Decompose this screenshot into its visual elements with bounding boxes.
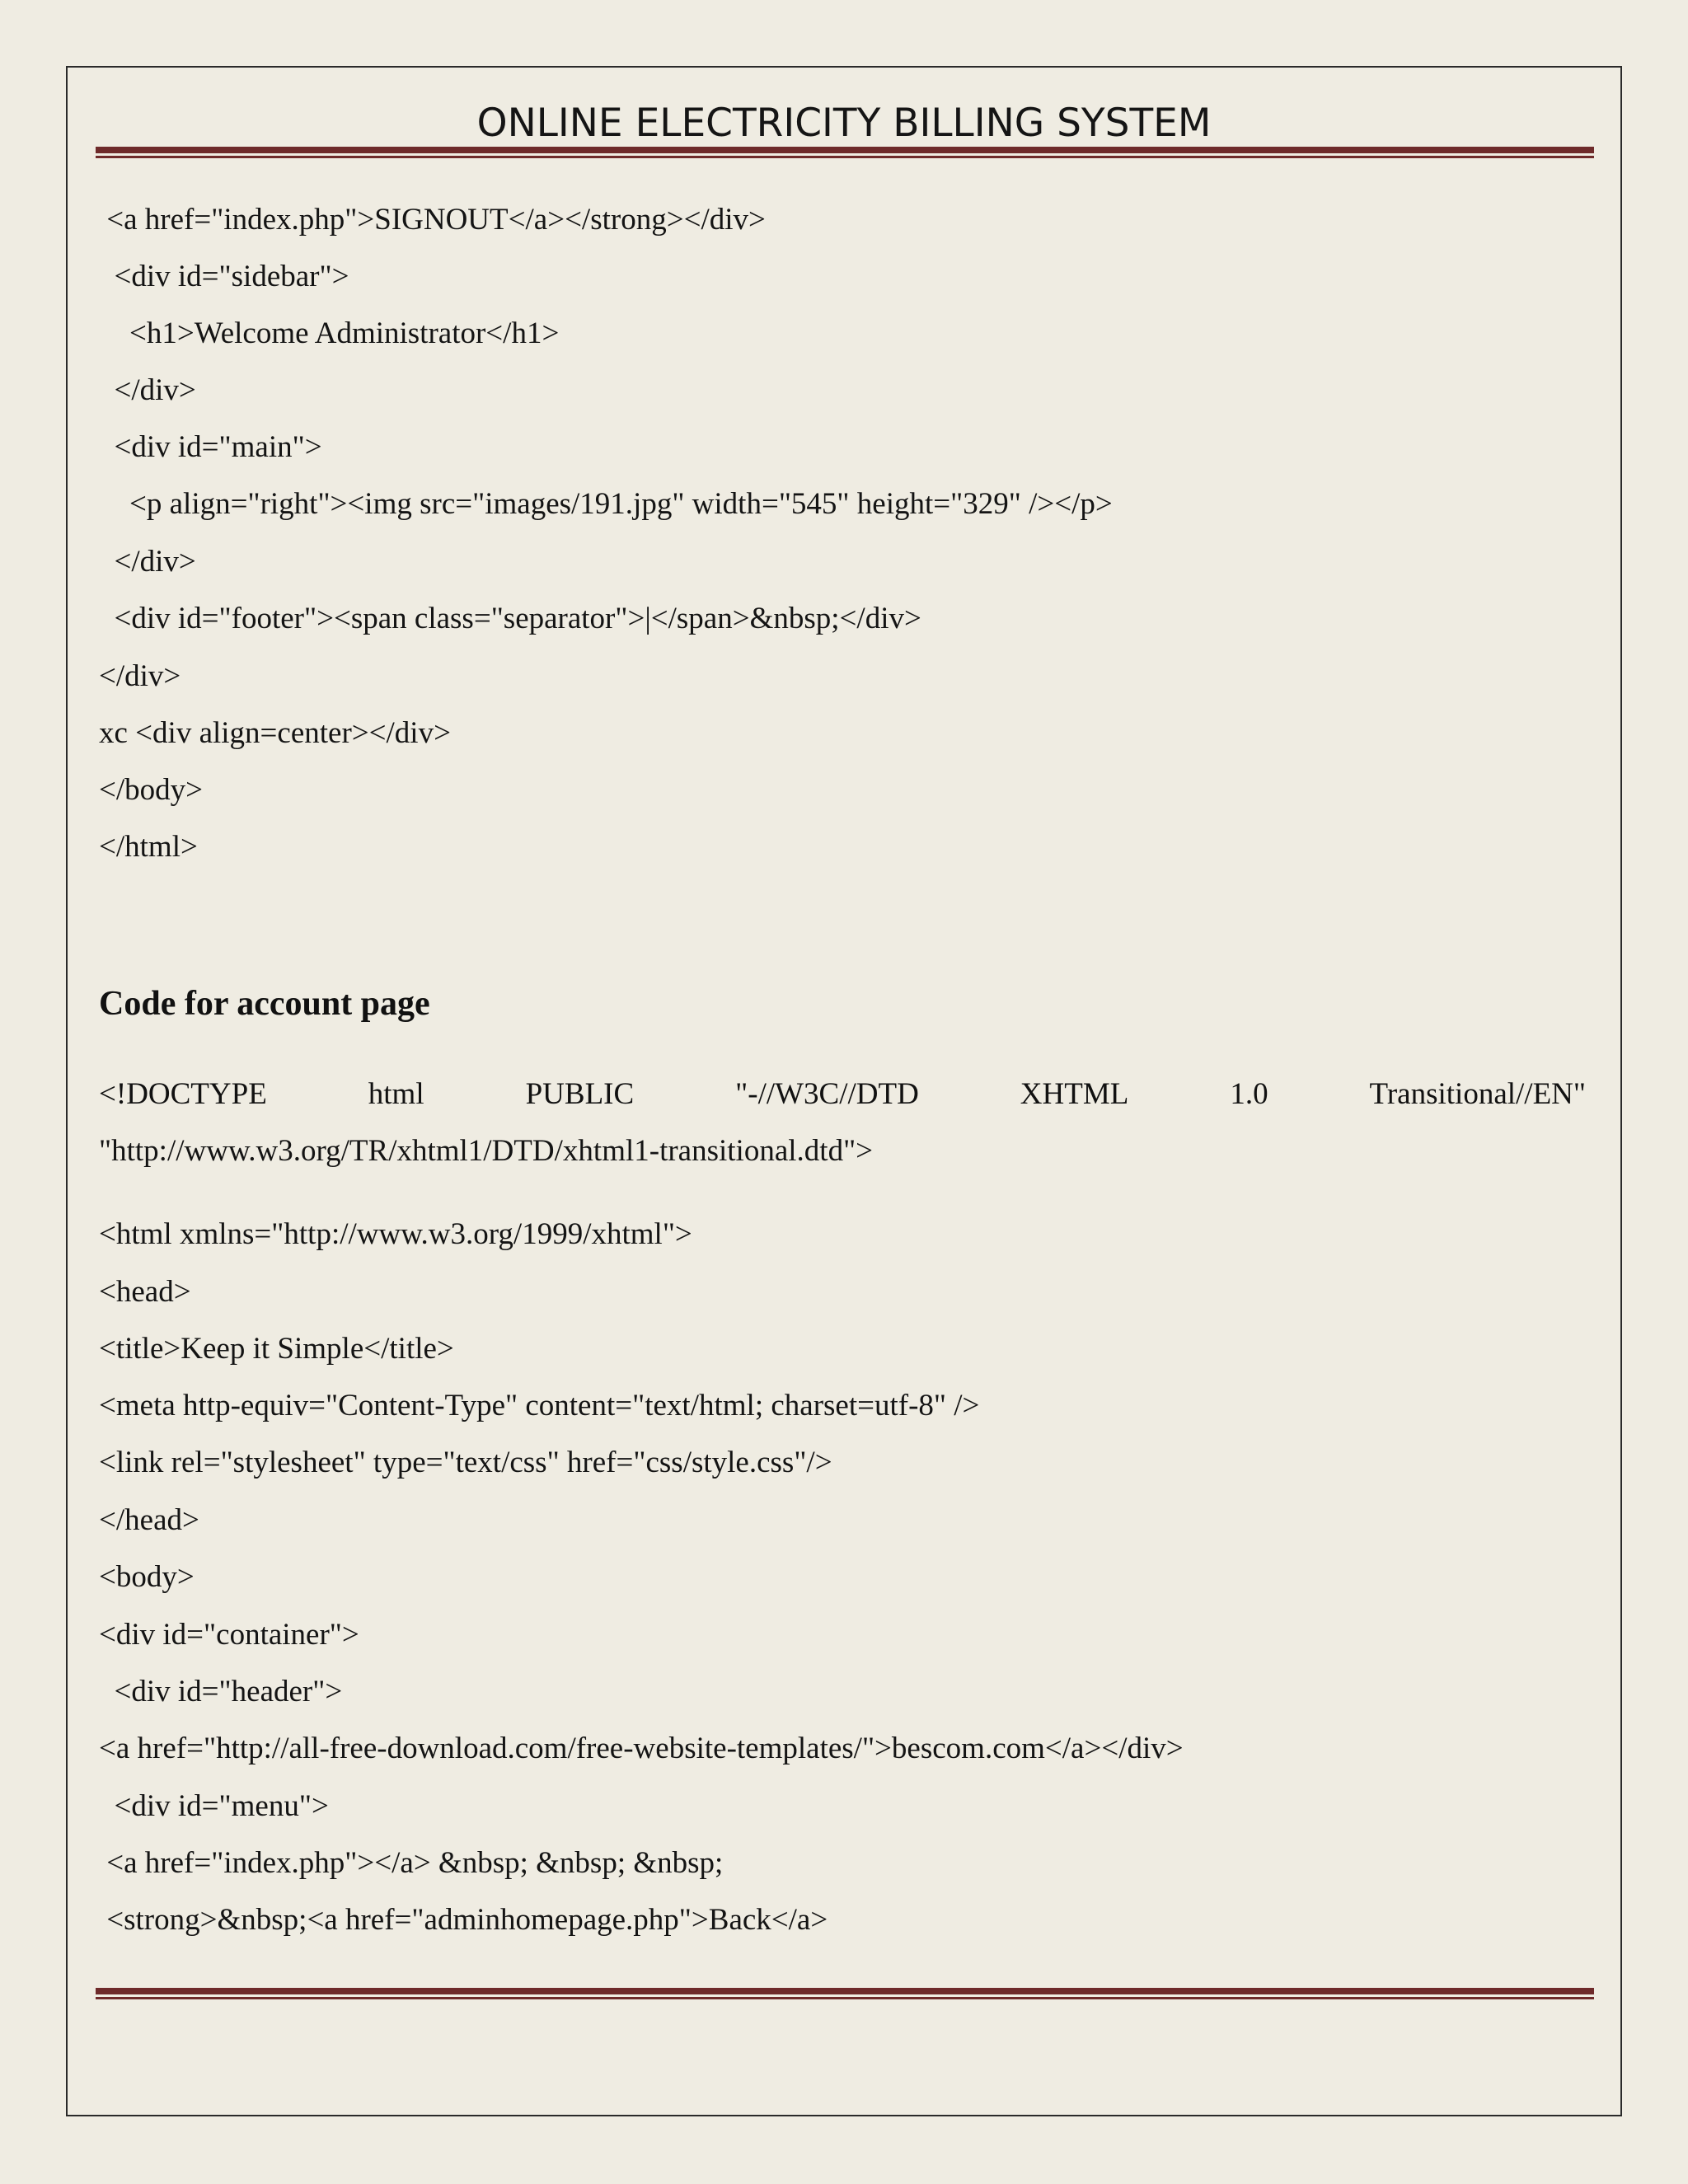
code-line: <div id="header"> (99, 1675, 343, 1708)
code-line: <div id="main"> (99, 430, 322, 464)
code-line: <link rel="stylesheet" type="text/css" href="css/style.css"/> (99, 1446, 832, 1479)
code-line: <body> (99, 1560, 195, 1594)
header-rule (96, 147, 1594, 158)
doctype-token: <!DOCTYPE (99, 1077, 267, 1111)
code-line: <a href="http://all-free-download.com/free-website-templates/">bescom.com</a></div> (99, 1732, 1184, 1765)
doctype-token: Transitional//EN" (1369, 1077, 1586, 1111)
code-line: <meta http-equiv="Content-Type" content="text/html; charset=utf-8" /> (99, 1389, 980, 1422)
footer-rule-thin (96, 1997, 1594, 1999)
section-heading: Code for account page (99, 985, 430, 1023)
code-line: <a href="index.php"></a> &nbsp; &nbsp; &nbsp; (99, 1846, 724, 1880)
doctype-token: html (368, 1077, 424, 1111)
code-line: <head> (99, 1275, 191, 1309)
doctype-token: 1.0 (1230, 1077, 1268, 1111)
code-line: <div id="menu"> (99, 1789, 329, 1823)
code-line: <div id="footer"><span class="separator">|</span>&nbsp;</div> (99, 602, 921, 635)
header-rule-thin (96, 156, 1594, 158)
footer-rule (96, 1988, 1594, 1999)
code-line: </div> (99, 373, 196, 407)
page-title: ONLINE ELECTRICITY BILLING SYSTEM (476, 101, 1212, 146)
doctype-line (99, 1075, 1586, 1114)
code-line: </head> (99, 1503, 199, 1537)
code-line: xc <div align=center></div> (99, 716, 451, 750)
code-line: <title>Keep it Simple</title> (99, 1332, 454, 1366)
header-rule-thick (96, 147, 1594, 153)
footer-rule-thick (96, 1988, 1594, 1994)
code-line: <div id="sidebar"> (99, 260, 349, 293)
code-line: </div> (99, 545, 196, 579)
code-line: </body> (99, 773, 204, 807)
code-line: </div> (99, 659, 181, 693)
doctype-token: "-//W3C//DTD (735, 1077, 919, 1111)
doctype-token: XHTML (1020, 1077, 1129, 1111)
code-line: <a href="index.php">SIGNOUT</a></strong></div> (99, 203, 766, 237)
code-line: <h1>Welcome Administrator</h1> (99, 316, 560, 350)
code-line: <html xmlns="http://www.w3.org/1999/xhtml"> (99, 1217, 692, 1251)
code-line: <p align="right"><img src="images/191.jpg" width="545" height="329" /></p> (99, 487, 1113, 521)
doctype-url-line: "http://www.w3.org/TR/xhtml1/DTD/xhtml1-transitional.dtd"> (99, 1134, 874, 1168)
code-line: <div id="container"> (99, 1618, 359, 1652)
doctype-token: PUBLIC (525, 1077, 635, 1111)
code-line: </html> (99, 830, 198, 864)
code-line: <strong>&nbsp;<a href="adminhomepage.php">Back</a> (99, 1903, 828, 1937)
